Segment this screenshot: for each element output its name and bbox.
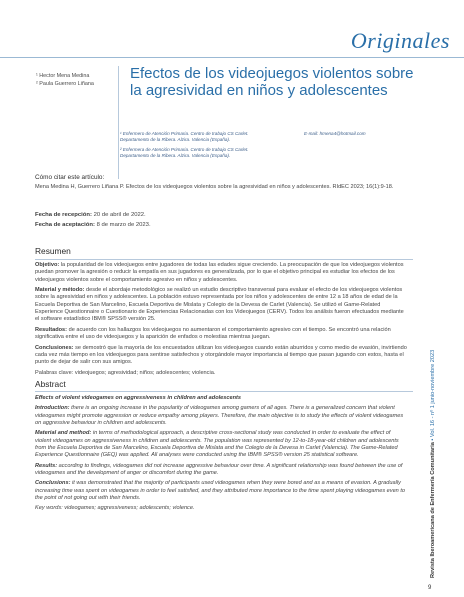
resumen-objetivo: Objetivo: la popularidad de los videojuegos entre jugadores de todas las edades sigue creciendo. La preocupación de que los videojuegos violentos puedan promover la agresión o reducir la empatía en sus jugadores es generalizada, por lo que el objetivo principal es estudiar los efectos de los videojuegos violentos sobre el comportamiento agresivo en niños y adolescentes. <box>35 262 404 283</box>
author-email: E-mail: hmena4@hotmail.com <box>304 131 366 136</box>
resumen-rule <box>35 259 413 260</box>
journal-volume: • Vol. 16 - nº 1 junio-noviembre 2023 <box>430 349 436 441</box>
article-title: Efectos de los videojuegos violentos sobre la agresividad en niños y adolescentes <box>130 65 414 99</box>
abstract-body <box>35 395 407 516</box>
resumen-keywords: Palabras clave: videojuegos; agresividad; niños; adolescentes; violencia. <box>35 369 216 376</box>
page-number: 9 <box>428 585 432 591</box>
affiliations <box>120 131 430 163</box>
resumen-heading: Resumen <box>35 246 71 256</box>
accepted-label: Fecha de aceptación: <box>35 221 95 228</box>
title-divider <box>118 66 119 179</box>
journal-sidebar <box>430 350 436 578</box>
abstract-title-en: Effects of violent videogames on aggressiveness in children and adolescents <box>35 395 241 401</box>
abstract-rule <box>35 391 413 392</box>
author-2: ² Paula Guerrero Liñana <box>36 81 94 87</box>
author-list <box>36 72 94 88</box>
abstract-intro: Introduction: there is an ongoing increase in the popularity of videogames among gamers of all ages. There is a generalized concern that violent videogames might promote aggression or reduce empathy among players. Therefore, the main objective is to study the effects of violent videogames on aggressive behaviour in children and adolescents. <box>35 405 404 426</box>
affiliation-1-line2: Departamento de la Ribera. Alzira. Valencia (España). <box>120 137 231 143</box>
accepted-date: 8 de marzo de 2023. <box>96 221 151 228</box>
affiliation-1-line1: ¹ Enfermero de Atención Primaria. Centro de trabajo CS Carlet. <box>120 131 249 136</box>
received-date: 20 de abril de 2022. <box>93 212 146 218</box>
affiliation-1 <box>120 131 430 144</box>
abstract-results: Results: according to findings, videogames did not increase aggressive behaviour over time. A significant relationship was found between the use of videogames and the development of anger or discomfort during the game. <box>35 462 403 476</box>
affiliation-2-line2: Departamento de la Ribera. Alzira. Valencia (España). <box>120 153 231 159</box>
header-rule <box>0 57 464 58</box>
affiliation-2-line1: ² Enfermera de Atención Primaria. Centro de trabajo CS Carlet. <box>120 146 249 152</box>
resumen-body <box>35 262 407 380</box>
abstract-heading: Abstract <box>35 379 66 389</box>
dates-block <box>35 211 407 230</box>
journal-name: Revista Iberoamericana de Enfermería Comunitaria <box>430 442 436 578</box>
abstract-method: Material and method: in terms of methodological approach, a descriptive cross-sectional study was conducted in order to evaluate the effect of violent videogames on aggressiveness in children and adolescents. The population was represented by 12-to-18-year-old children and adolescents from the Escuela Deportiva de San Marcelino, Escuela Deportiva de Mislata and the Colegio de la Devesa in Carlet (Valencia). The Game-Related Experience Questionnaire (GEQ) was applied. All analyses were conducted using the IBM® SPSS® version 25 statistical software. <box>35 430 399 459</box>
resumen-resultados: Resultados: de acuerdo con los hallazgos los videojuegos no aumentaron el comportamiento agresivo con el tiempo. Se encontró una relación significativa entre el uso de videojuegos y la aparición de enfados o molestias mientras juegan. <box>35 326 391 341</box>
section-title: Originales <box>350 28 450 53</box>
received-label: Fecha de recepción: <box>35 212 92 218</box>
author-1: ¹ Hector Mena Medina <box>36 73 90 79</box>
abstract-conclusions: Conclusions: it was demonstrated that the majority of participants used videogames when they were bored and as a means of evasion. A gradually increasing time was spent on videogames in order to feel satisfied, and they attributed more importance to the time spent playing videogames even to the point of not going out with their friends. <box>35 480 406 501</box>
citation-heading: Cómo citar este artículo: <box>35 174 105 181</box>
affiliation-2 <box>120 147 430 160</box>
resumen-conclusiones: Conclusiones: se demostró que la mayoría de los encuestados utilizan los videojuegos cuando están aburridos y como medio de evasión, invirtiendo cada vez más tiempo en los videojuegos para sentirse satisfechos y otorgándole mayor importancia al tiempo que pasan jugando con estos, hasta el punto de dejar de salir con sus amigos. <box>35 344 407 366</box>
resumen-material: Material y método: desde el abordaje metodológico se realizó un estudio descriptivo transversal para evaluar el efecto de los videojuegos violentos sobre la agresividad en niños y adolescentes. La población estuvo representada por los niños y adolescentes de entre 12 a 18 años de edad de la Escuela Deportiva de San Marcelino, Escuela Deportiva de Mislata y Colegio de la Devesa de Carlet (Valencia). Se utilizó el Game-Related Experience Questionnaire o Cuestionario de Experiencias Relacionadas con los Videojuegos (CERV). Todos los análisis fueron efectuados mediante el software estadístico IBM® SPSS® versión 25. <box>35 287 404 323</box>
abstract-keywords: Key words: videogames; aggressiveness; adolescents; violence. <box>35 505 195 512</box>
citation-text: Mena Medina H, Guerrero Liñana P. Efectos de los videojuegos violentos sobre la agresividad en niños y adolescentes. RIdEC 2023; 16(1):9-18. <box>35 184 394 190</box>
